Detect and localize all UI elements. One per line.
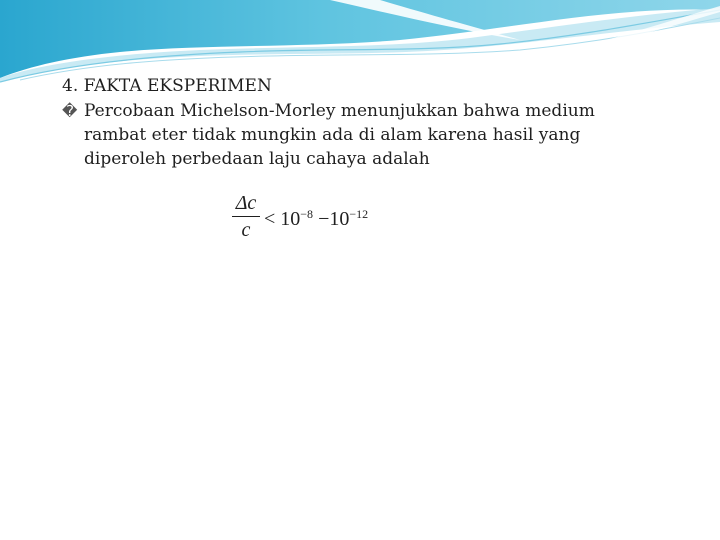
formula-exponent-1: −8 bbox=[300, 206, 314, 221]
formula bbox=[232, 188, 368, 244]
formula-dash: − bbox=[318, 207, 330, 230]
slide-heading: 4. FAKTA EKSPERIMEN bbox=[62, 76, 272, 96]
content-area bbox=[62, 74, 682, 171]
formula-base-2: 10 bbox=[329, 207, 350, 230]
formula-denominator: c bbox=[241, 218, 251, 241]
bullet-item bbox=[62, 99, 682, 171]
formula-exponent-2: −12 bbox=[349, 206, 369, 221]
formula-numerator: Δc bbox=[235, 191, 257, 214]
bullet-text: Percobaan Michelson-Morley menunjukkan bahwa medium rambat eter tidak mungkin ada di alam karena hasil yang diperoleh perbedaan laju cahaya adalah bbox=[84, 101, 595, 169]
formula-fraction bbox=[232, 192, 260, 241]
fraction-bar bbox=[232, 216, 260, 217]
formula-base-1: 10 bbox=[280, 207, 301, 230]
missing-glyph-box-icon: � bbox=[62, 102, 78, 120]
formula-rhs bbox=[264, 202, 368, 231]
formula-relation: < bbox=[264, 207, 276, 230]
